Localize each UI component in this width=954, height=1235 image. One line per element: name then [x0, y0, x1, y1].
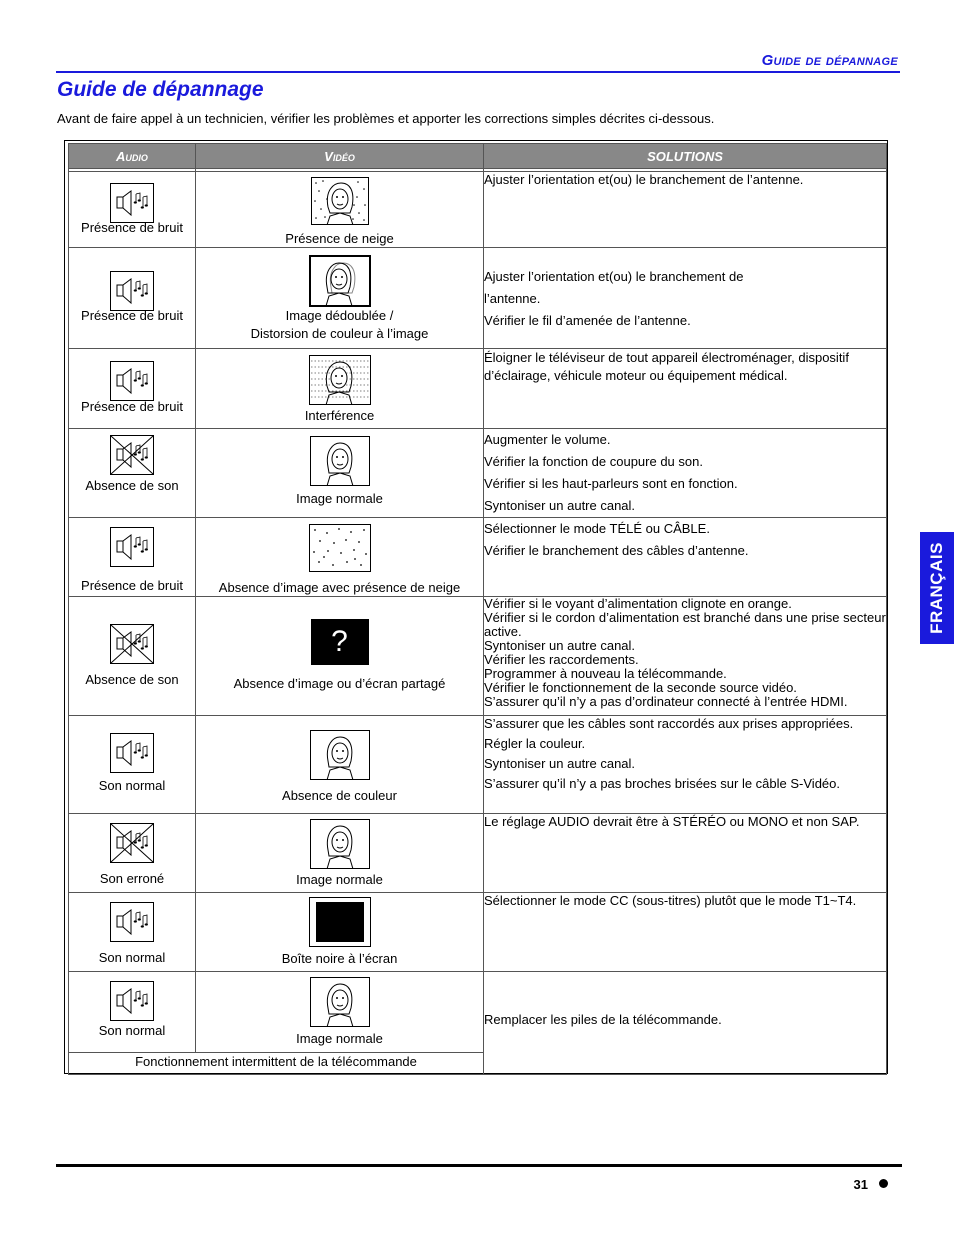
solution-line: Vérifier si les haut-parleurs sont en fonction.: [484, 476, 738, 491]
video-cell: [196, 814, 484, 893]
solution-line: Syntoniser un autre canal.: [484, 756, 636, 771]
audio-cell: [69, 172, 196, 248]
tv-interference-face-icon: [309, 355, 371, 405]
audio-label: Présence de bruit: [81, 308, 183, 323]
solutions-cell: [484, 972, 887, 1075]
audio-label: Son erroné: [99, 871, 165, 886]
solution-line: Ajuster l’orientation et(ou) le branchement de: [484, 269, 744, 284]
solution-line: S’assurer que les câbles sont raccordés aux prises appropriées.: [484, 716, 854, 731]
tv-normal-face-icon: [310, 977, 370, 1027]
speaker-noise-icon: [110, 527, 154, 567]
solution-line: Augmenter le volume.: [484, 432, 611, 447]
tv-normal-face-icon: [310, 730, 370, 780]
audio-cell: [69, 429, 196, 518]
speaker-muted-icon: [110, 624, 154, 664]
tv-snow-face-icon: [311, 177, 369, 225]
solution-line: Syntoniser un autre canal.: [484, 638, 636, 653]
solution-line: Syntoniser un autre canal.: [484, 498, 636, 513]
video-cell: [196, 597, 484, 716]
video-label: Présence de neige: [285, 231, 394, 246]
video-cell: [196, 716, 484, 814]
video-label: Absence d’image avec présence de neige: [218, 580, 461, 595]
solution-line: S’assurer qu’il n’y a pas broches brisées sur le câble S-Vidéo.: [484, 776, 840, 791]
header-rule: [56, 71, 900, 73]
audio-label: Présence de bruit: [81, 399, 183, 414]
video-label-line2: Distorsion de couleur à l’image: [250, 326, 429, 341]
table-row: [69, 172, 887, 248]
header-video: Vidéo: [196, 144, 484, 169]
audio-cell: [69, 814, 196, 893]
tv-snow-icon: [309, 524, 371, 572]
video-cell: [196, 248, 484, 349]
audio-label: Son normal: [98, 950, 166, 965]
intro-text: Avant de faire appel à un technicien, vérifier les problèmes et apporter les corrections simples décrites ci-dessous.: [57, 111, 715, 126]
video-label: Image normale: [296, 1031, 383, 1046]
solution-line: S’assurer qu’il n’y a pas d’ordinateur connecté à l’entrée HDMI.: [484, 694, 848, 709]
audio-label: Son normal: [98, 778, 166, 793]
solution-line: Vérifier la fonction de coupure du son.: [484, 454, 703, 469]
page-number: 31: [853, 1177, 868, 1192]
video-label: Absence de couleur: [282, 788, 397, 803]
video-label: Absence d’image ou d’écran partagé: [233, 676, 446, 691]
black-box-screen: [309, 897, 371, 947]
solution-line: Vérifier les raccordements.: [484, 652, 639, 667]
speaker-muted-icon: [110, 823, 154, 863]
audio-label: Son normal: [98, 1023, 166, 1038]
audio-cell: [69, 893, 196, 972]
header-solutions: SOLUTIONS: [484, 144, 887, 169]
video-label: Image normale: [296, 491, 383, 506]
page-title: Guide de dépannage: [57, 78, 264, 101]
video-cell: [196, 518, 484, 597]
black-box-icon: [316, 902, 364, 942]
solutions-cell: [484, 248, 887, 349]
solutions-cell: [484, 172, 887, 248]
video-label: Interférence: [304, 408, 375, 423]
table-row: [69, 893, 887, 972]
speaker-normal-icon: [110, 733, 154, 773]
speaker-muted-icon: [110, 435, 154, 475]
audio-cell: [69, 597, 196, 716]
video-label: Image normale: [296, 872, 383, 887]
speaker-noise-icon: [110, 183, 154, 223]
audio-label: Absence de son: [85, 672, 179, 687]
solutions-cell: [484, 597, 887, 716]
question-screen: [311, 619, 369, 665]
footnote-text: Fonctionnement intermittent de la télécommande: [135, 1054, 417, 1069]
running-head: Guide de dépannage: [761, 52, 898, 69]
table-row: [69, 972, 887, 1053]
table-row: [69, 349, 887, 429]
solution-line: Programmer à nouveau la télécommande.: [484, 666, 727, 681]
table-row: [69, 597, 887, 716]
solution-line: Ajuster l’orientation et(ou) le branchement de l’antenne.: [484, 172, 804, 187]
language-label: FRANÇAIS: [927, 542, 946, 634]
footer-rule: [56, 1164, 902, 1167]
audio-label: Présence de bruit: [81, 578, 183, 593]
bullet-icon: [879, 1179, 888, 1188]
solution-line: Sélectionner le mode CC (sous-titres) plutôt que le mode T1~T4.: [484, 893, 857, 908]
solution-line: Vérifier le fil d’amenée de l’antenne.: [484, 313, 691, 328]
solutions-cell: [484, 814, 887, 893]
tv-ghost-face-icon: [309, 255, 371, 307]
video-label: Image dédoublée /: [285, 308, 394, 323]
audio-cell: [69, 349, 196, 429]
video-cell: [196, 429, 484, 518]
solutions-cell: [484, 893, 887, 972]
troubleshooting-table: [68, 143, 887, 1075]
tv-normal-face-icon: [310, 436, 370, 486]
audio-label: Présence de bruit: [81, 220, 183, 235]
table-row: [69, 248, 887, 349]
speaker-normal-icon: [110, 902, 154, 942]
solution-line: Régler la couleur.: [484, 736, 586, 751]
solution-line: Vérifier si le cordon d’alimentation est branché dans une prise secteur active.: [484, 610, 886, 639]
solution-line: Vérifier si le voyant d’alimentation clignote en orange.: [484, 596, 792, 611]
solutions-cell: [484, 429, 887, 518]
audio-label: Absence de son: [85, 478, 179, 493]
header-audio: Audio: [69, 144, 196, 169]
solution-line: Éloigner le téléviseur de tout appareil électroménager, dispositif d’éclairage, véhicule moteur ou équipement médical.: [484, 350, 849, 383]
solution-line: Le réglage AUDIO devrait être à STÉRÉO ou MONO et non SAP.: [484, 814, 860, 829]
solutions-cell: [484, 716, 887, 814]
video-cell: [196, 172, 484, 248]
solution-line: Sélectionner le mode TÉLÉ ou CÂBLE.: [484, 521, 710, 536]
solution-line: Remplacer les piles de la télécommande.: [484, 1012, 722, 1027]
video-cell: [196, 349, 484, 429]
language-side-tab: [920, 532, 954, 644]
solutions-cell: [484, 349, 887, 429]
footnote-cell: [69, 1053, 484, 1075]
speaker-normal-icon: [110, 981, 154, 1021]
solution-line: Vérifier le fonctionnement de la seconde source vidéo.: [484, 680, 797, 695]
table-header-row: [69, 144, 887, 169]
solution-line: l’antenne.: [484, 291, 541, 306]
table-row: [69, 814, 887, 893]
audio-cell: [69, 972, 196, 1053]
table-row: [69, 716, 887, 814]
audio-cell: [69, 248, 196, 349]
video-cell: [196, 893, 484, 972]
audio-cell: [69, 716, 196, 814]
solution-line: Vérifier le branchement des câbles d’antenne.: [484, 543, 749, 558]
table-row: [69, 518, 887, 597]
audio-cell: [69, 518, 196, 597]
speaker-noise-icon: [110, 271, 154, 311]
table-row: [69, 429, 887, 518]
video-label: Boîte noire à l’écran: [281, 951, 398, 966]
solutions-cell: [484, 518, 887, 597]
question-icon: ?: [331, 625, 348, 658]
speaker-noise-icon: [110, 361, 154, 401]
video-cell: [196, 972, 484, 1053]
tv-normal-face-icon: [310, 819, 370, 869]
